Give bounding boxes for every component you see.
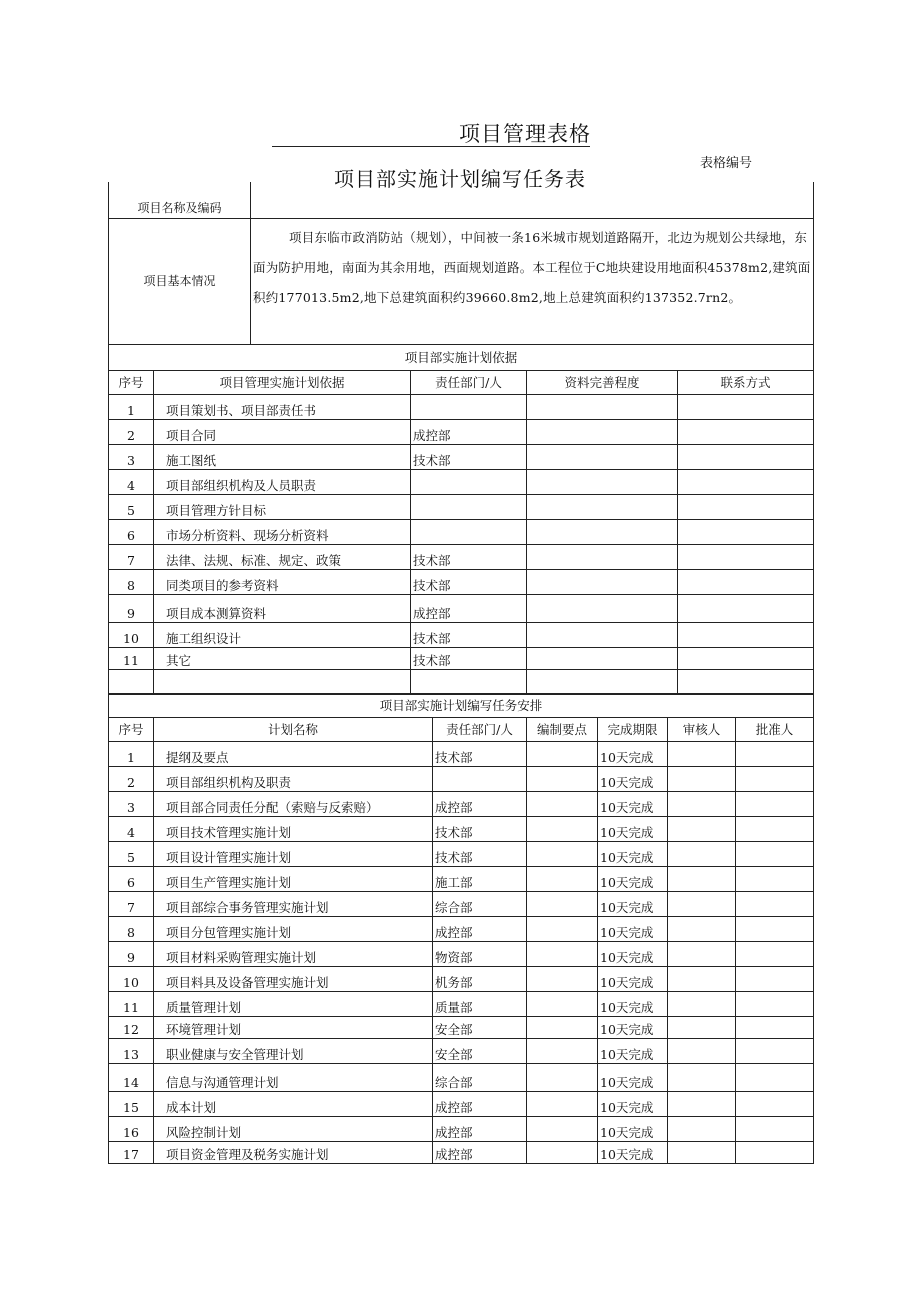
task-row [109,992,814,1017]
basis-row-item: 项目合同 [154,420,411,445]
task-row-dept: 成控部 [433,792,527,817]
task-row-reviewer [668,842,736,867]
basis-row-contact [678,445,814,470]
task-header-deadline: 完成期限 [598,718,668,742]
task-row-dept: 技术部 [433,842,527,867]
task-row-approver [736,1064,814,1092]
basis-row-dept: 成控部 [411,420,527,445]
task-row [109,1117,814,1142]
basis-header-dept: 责任部门/人 [411,371,527,395]
basis-row-dept: 技术部 [411,623,527,648]
basis-row [109,395,814,420]
task-row-plan: 项目部综合事务管理实施计划 [154,892,433,917]
task-row-deadline: 10天完成 [598,1117,668,1142]
basis-row-completeness [527,570,678,595]
basis-row-completeness [527,420,678,445]
task-row-deadline: 10天完成 [598,967,668,992]
basis-row-no: 2 [109,420,154,445]
task-row-approver [736,842,814,867]
basis-header-contact: 联系方式 [678,371,814,395]
task-row-deadline: 10天完成 [598,792,668,817]
task-row-dept: 综合部 [433,892,527,917]
basis-row-contact [678,623,814,648]
task-row-plan: 项目材料采购管理实施计划 [154,942,433,967]
task-row-points [527,867,598,892]
task-row-approver [736,742,814,767]
task-row-points [527,742,598,767]
basis-row-item: 施工图纸 [154,445,411,470]
basis-row-completeness [527,595,678,623]
basis-row-contact [678,495,814,520]
task-row-points [527,1117,598,1142]
basis-row-completeness [527,395,678,420]
task-row-plan: 项目生产管理实施计划 [154,867,433,892]
task-header-approver: 批准人 [736,718,814,742]
task-row-reviewer [668,1039,736,1064]
task-row-approver [736,1142,814,1164]
basis-row-dept [411,495,527,520]
task-row [109,1064,814,1092]
basis-row-completeness [527,623,678,648]
task-row-no: 13 [109,1039,154,1064]
task-row-plan: 项目设计管理实施计划 [154,842,433,867]
basis-row-dept [411,520,527,545]
task-row-deadline: 10天完成 [598,892,668,917]
basis-row-completeness [527,670,678,695]
task-row-no: 12 [109,1017,154,1039]
task-row-deadline: 10天完成 [598,842,668,867]
task-row-reviewer [668,917,736,942]
task-row-points [527,1039,598,1064]
document-heading: 项目管理表格 [459,122,591,146]
task-row-dept: 安全部 [433,1039,527,1064]
task-row-deadline: 10天完成 [598,1017,668,1039]
task-row-deadline: 10天完成 [598,1039,668,1064]
task-row [109,817,814,842]
basis-row-dept: 技术部 [411,545,527,570]
task-row-dept: 机务部 [433,967,527,992]
project-name-label: 项目名称及编码 [109,182,251,218]
task-row-reviewer [668,1017,736,1039]
task-row-plan: 风险控制计划 [154,1117,433,1142]
task-row-points [527,917,598,942]
task-row-dept: 技术部 [433,817,527,842]
basis-row-no: 8 [109,570,154,595]
task-row [109,967,814,992]
task-section-title: 项目部实施计划编写任务安排 [109,694,814,718]
task-row-approver [736,1017,814,1039]
task-row-deadline: 10天完成 [598,817,668,842]
task-header-points: 编制要点 [527,718,598,742]
basis-row-no: 6 [109,520,154,545]
basis-row-completeness [527,545,678,570]
task-row-points [527,1142,598,1164]
task-row-approver [736,992,814,1017]
task-row-reviewer [668,742,736,767]
basis-row-item: 施工组织设计 [154,623,411,648]
task-row-dept: 施工部 [433,867,527,892]
task-row-approver [736,967,814,992]
task-row-deadline: 10天完成 [598,1142,668,1164]
task-header-plan: 计划名称 [154,718,433,742]
task-row-dept: 成控部 [433,1117,527,1142]
basis-row-contact [678,545,814,570]
basis-row-no: 7 [109,545,154,570]
task-row [109,917,814,942]
task-row-reviewer [668,792,736,817]
task-row-deadline: 10天完成 [598,767,668,792]
basis-row-item: 项目策划书、项目部责任书 [154,395,411,420]
form-title: 项目部实施计划编写任务表 [334,167,586,191]
basis-row-item: 项目部组织机构及人员职责 [154,470,411,495]
basis-row-no: 1 [109,395,154,420]
task-row [109,767,814,792]
basis-row-contact [678,648,814,670]
task-row-no: 17 [109,1142,154,1164]
basis-section-title: 项目部实施计划依据 [109,345,814,371]
basis-row-item: 同类项目的参考资料 [154,570,411,595]
basis-rows [109,395,814,695]
task-row [109,842,814,867]
basis-row-dept [411,395,527,420]
task-row-deadline: 10天完成 [598,1064,668,1092]
task-row-approver [736,867,814,892]
task-row-points [527,942,598,967]
basis-row-item: 法律、法规、标准、规定、政策 [154,545,411,570]
basis-row-no: 3 [109,445,154,470]
task-row-reviewer [668,1092,736,1117]
task-row-no: 1 [109,742,154,767]
task-row-points [527,842,598,867]
task-rows [109,742,814,1164]
basis-row-dept: 技术部 [411,648,527,670]
task-row [109,1017,814,1039]
task-row-points [527,767,598,792]
basis-row-dept [411,670,527,695]
task-row-reviewer [668,867,736,892]
basis-row-dept: 成控部 [411,595,527,623]
task-row-approver [736,1117,814,1142]
basis-row-no [109,670,154,695]
task-row-dept: 成控部 [433,917,527,942]
task-row-no: 11 [109,992,154,1017]
task-row-dept: 安全部 [433,1017,527,1039]
form-number-label: 表格编号 [700,156,753,171]
task-row-plan: 质量管理计划 [154,992,433,1017]
task-row [109,892,814,917]
basis-row-completeness [527,520,678,545]
basis-row [109,520,814,545]
task-row-no: 14 [109,1064,154,1092]
task-row-approver [736,942,814,967]
task-row-reviewer [668,817,736,842]
task-row-dept: 技术部 [433,742,527,767]
basis-row [109,470,814,495]
task-row-points [527,817,598,842]
task-row-deadline: 10天完成 [598,917,668,942]
project-overview-cell [251,218,814,344]
task-header-reviewer: 审核人 [668,718,736,742]
task-row-no: 5 [109,842,154,867]
task-row-reviewer [668,767,736,792]
task-row-points [527,1092,598,1117]
task-row-points [527,892,598,917]
task-row-points [527,992,598,1017]
task-row-plan: 环境管理计划 [154,1017,433,1039]
heading-underline [272,146,590,147]
task-row-no: 6 [109,867,154,892]
basis-row-item: 项目管理方针目标 [154,495,411,520]
task-row-approver [736,1039,814,1064]
task-row-plan: 项目部组织机构及职责 [154,767,433,792]
task-row-dept: 成控部 [433,1092,527,1117]
task-row-dept: 综合部 [433,1064,527,1092]
task-row-plan: 信息与沟通管理计划 [154,1064,433,1092]
basis-row-contact [678,570,814,595]
basis-row [109,495,814,520]
task-row-approver [736,817,814,842]
task-row-approver [736,892,814,917]
basis-row-dept: 技术部 [411,570,527,595]
task-row [109,1142,814,1164]
basis-header-no: 序号 [109,371,154,395]
basis-row [109,570,814,595]
task-row [109,867,814,892]
task-row-no: 3 [109,792,154,817]
task-row [109,1039,814,1064]
task-row [109,942,814,967]
task-row-points [527,792,598,817]
basis-row [109,595,814,623]
task-row-approver [736,767,814,792]
task-row-deadline: 10天完成 [598,992,668,1017]
basis-row-no: 4 [109,470,154,495]
basis-header-item: 项目管理实施计划依据 [154,371,411,395]
task-row-dept: 质量部 [433,992,527,1017]
task-row-no: 15 [109,1092,154,1117]
basis-row-contact [678,670,814,695]
basis-row-item: 项目成本测算资料 [154,595,411,623]
task-row-reviewer [668,967,736,992]
task-row-no: 16 [109,1117,154,1142]
task-row [109,742,814,767]
basis-row [109,623,814,648]
basis-row [109,445,814,470]
task-row-points [527,1064,598,1092]
basis-row-completeness [527,470,678,495]
task-row-deadline: 10天完成 [598,742,668,767]
basis-row-no: 5 [109,495,154,520]
basis-row-contact [678,395,814,420]
basis-row-contact [678,420,814,445]
task-row-reviewer [668,1064,736,1092]
task-row-plan: 项目资金管理及税务实施计划 [154,1142,433,1164]
task-row-deadline: 10天完成 [598,1092,668,1117]
task-row-plan: 项目分包管理实施计划 [154,917,433,942]
task-row [109,1092,814,1117]
task-row-reviewer [668,1142,736,1164]
project-overview-text: 项目东临市政消防站（规划），中间被一条16米城市规划道路隔开，北边为规划公共绿地，东面为防护用地，南面为其余用地，西面规划道路。本工程位于C地块建设用地面积45378m2,建筑面积约177013.5m2,地下总建筑面积约39660.8m2,地上总建筑面积约137352.7rn2。 [253,229,811,305]
basis-row-dept [411,470,527,495]
project-info-table [108,182,814,345]
task-row-no: 9 [109,942,154,967]
task-row-no: 8 [109,917,154,942]
basis-row-contact [678,520,814,545]
task-row-no: 2 [109,767,154,792]
basis-row-item: 市场分析资料、现场分析资料 [154,520,411,545]
task-row-points [527,1017,598,1039]
basis-row-no: 10 [109,623,154,648]
task-row-reviewer [668,1117,736,1142]
task-header-no: 序号 [109,718,154,742]
tasks-table [108,693,814,1164]
task-row [109,792,814,817]
task-row-reviewer [668,942,736,967]
basis-row-item [154,670,411,695]
basis-row [109,670,814,695]
task-row-deadline: 10天完成 [598,942,668,967]
task-row-dept: 物资部 [433,942,527,967]
task-row-approver [736,917,814,942]
task-row-dept: 成控部 [433,1142,527,1164]
task-row-no: 7 [109,892,154,917]
task-row-deadline: 10天完成 [598,867,668,892]
basis-row-no: 11 [109,648,154,670]
task-header-dept: 责任部门/人 [433,718,527,742]
task-row-dept [433,767,527,792]
task-row-plan: 职业健康与安全管理计划 [154,1039,433,1064]
basis-row-no: 9 [109,595,154,623]
task-row-plan: 提纲及要点 [154,742,433,767]
basis-row-contact [678,595,814,623]
basis-row [109,648,814,670]
basis-row-completeness [527,648,678,670]
basis-row [109,545,814,570]
basis-row-completeness [527,495,678,520]
basis-row-dept: 技术部 [411,445,527,470]
task-row-reviewer [668,992,736,1017]
task-row-plan: 项目技术管理实施计划 [154,817,433,842]
basis-row [109,420,814,445]
task-row-plan: 项目部合同责任分配（索赔与反索赔） [154,792,433,817]
task-row-plan: 项目料具及设备管理实施计划 [154,967,433,992]
task-row-no: 10 [109,967,154,992]
basis-header-completeness: 资料完善程度 [527,371,678,395]
basis-row-contact [678,470,814,495]
task-row-reviewer [668,892,736,917]
task-row-no: 4 [109,817,154,842]
basis-row-item: 其它 [154,648,411,670]
task-row-approver [736,1092,814,1117]
task-row-approver [736,792,814,817]
project-name-value[interactable] [251,182,814,218]
basis-row-completeness [527,445,678,470]
basis-table [108,344,814,695]
task-row-plan: 成本计划 [154,1092,433,1117]
task-row-points [527,967,598,992]
project-overview-label: 项目基本情况 [109,218,251,344]
